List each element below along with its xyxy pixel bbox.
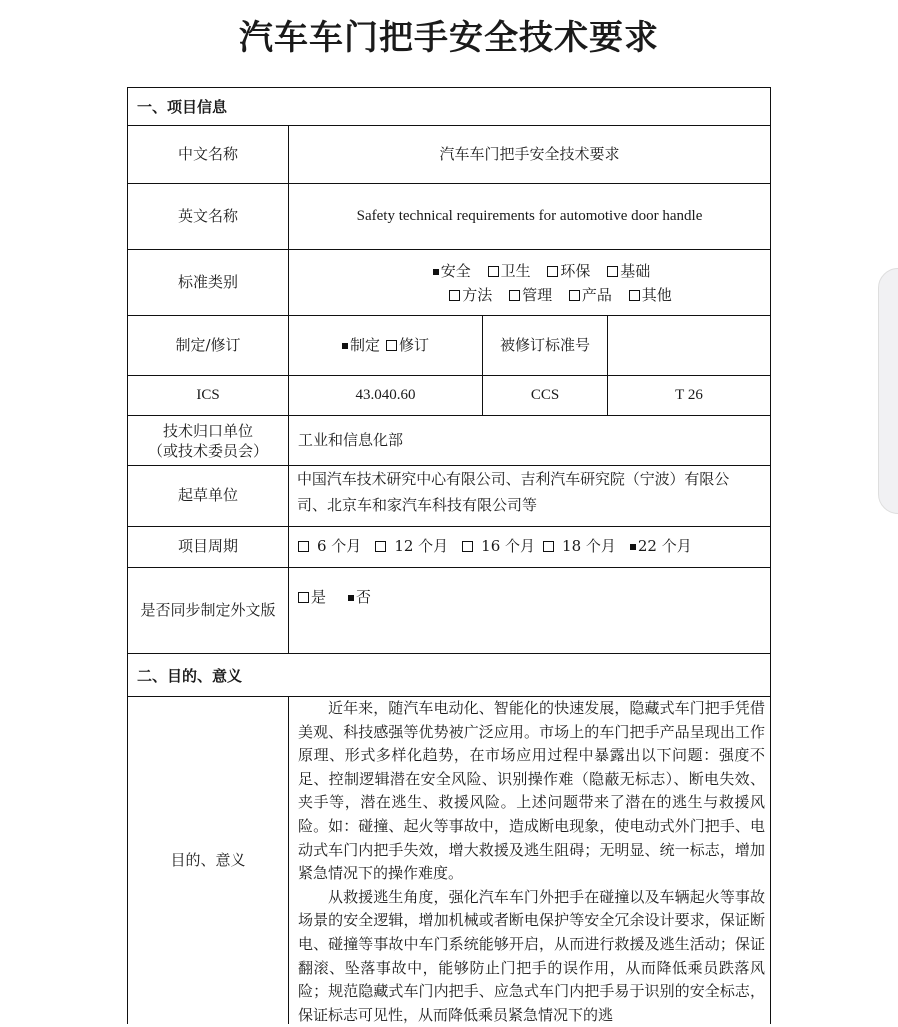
section-heading-purpose: 二、目的、意义 [137, 666, 243, 685]
purpose-label: 目的、意义 [170, 850, 246, 869]
revision-option-revise[interactable] [386, 334, 429, 357]
period-label: 项目周期 [177, 537, 238, 556]
purpose-text [298, 697, 765, 1027]
period-option-16[interactable] [462, 535, 535, 558]
option-label: 其他 [641, 285, 672, 304]
ccs-label: CCS [530, 386, 560, 403]
period-option-22[interactable] [630, 535, 692, 558]
category-row-1 [409, 259, 650, 283]
tech-unit-label-line1: 技术归口单位 [162, 421, 253, 440]
category-option-environment[interactable] [547, 262, 590, 280]
checkbox-icon [298, 592, 309, 603]
checkbox-icon [509, 290, 520, 301]
period-option-6[interactable] [298, 535, 361, 558]
ics-label: ICS [196, 386, 220, 403]
option-label: 18 个月 [562, 537, 616, 556]
section-heading-project-info: 一、项目信息 [137, 98, 228, 116]
category-option-method[interactable] [449, 286, 492, 304]
category-options [289, 250, 770, 315]
category-option-product[interactable] [569, 286, 612, 304]
period-option-12[interactable] [375, 535, 448, 558]
option-label: 否 [356, 588, 372, 606]
drafting-value-line1: 中国汽车技术研究中心有限公司、吉利汽车研究院（宁波）有限公 [297, 470, 730, 488]
ccs-value: T 26 [675, 386, 703, 403]
checked-square-icon [433, 269, 439, 275]
side-scroll-handle[interactable] [878, 268, 898, 514]
option-label: 制定 [349, 335, 380, 354]
checkbox-icon [449, 290, 460, 301]
ics-value: 43.040.60 [355, 386, 416, 403]
sync-option-yes[interactable] [298, 586, 326, 609]
category-option-basic[interactable] [607, 262, 650, 280]
english-name-value: Safety technical requirements for automotive door handle [356, 207, 703, 224]
sync-option-no[interactable] [348, 586, 371, 609]
checkbox-icon [386, 340, 397, 351]
revision-option-draft[interactable] [342, 334, 380, 357]
option-label: 卫生 [500, 261, 531, 280]
purpose-paragraph-1: 近年来，随汽车电动化、智能化的快速发展，隐藏式车门把手凭借美观、科技感强等优势被广泛应用。市场上的车门把手产品呈现出工作原理、形式多样化趋势，在市场应用过程中暴露出以下问题：强度不足、控制逻辑潜在安全风险、识别操作难（隐蔽无标志）、断电失效、夹手等，潜在逃生、救援风险。上述问题带来了潜在的逃生与救援风险。如：碰撞、起火等事故中，造成断电现象，使电动式外门把手、电动式车门内把手失效，增大救援及逃生阻碍；无明显、统一标志，增加紧急情况下的操作难度。 [298, 699, 765, 883]
category-option-safety[interactable] [433, 262, 471, 280]
category-label: 标准类别 [177, 272, 238, 291]
chinese-name-value: 汽车车门把手安全技术要求 [439, 144, 620, 163]
table-line [770, 87, 771, 1024]
purpose-paragraph-2: 从救援逃生角度，强化汽车车门外把手在碰撞以及车辆起火等事故场景的安全逻辑，增加机械或者断电保护等安全冗余设计要求，保证断电、碰撞等事故中车门系统能够开启，从而进行救援及逃生活动；保证翻滚、坠落事故中，能够防止门把手的误作用，从而降低乘员跌落风险；规范隐藏式车门内把手、应急式车门内把手易于识别的安全标志，保证标志可见性，从而降低乘员紧急情况下的逃 [298, 887, 765, 1024]
tech-unit-value: 工业和信息化部 [298, 430, 404, 449]
option-label: 安全 [440, 261, 471, 280]
english-name-label: 英文名称 [177, 206, 238, 225]
checkbox-icon [543, 541, 554, 552]
tech-unit-label-line2: （或技术委员会） [147, 441, 268, 460]
sync-label: 是否同步制定外文版 [140, 600, 276, 619]
checked-square-icon [342, 343, 348, 349]
option-label: 是 [311, 588, 327, 606]
drafting-value [289, 466, 770, 526]
option-label: 产品 [581, 285, 612, 304]
checkbox-icon [629, 290, 640, 301]
checkbox-icon [462, 541, 473, 552]
checked-square-icon [630, 544, 636, 550]
checkbox-icon [488, 266, 499, 277]
revision-options [289, 316, 482, 375]
category-option-hygiene[interactable] [488, 262, 531, 280]
document-title: 汽车车门把手安全技术要求 [239, 18, 659, 58]
period-option-18[interactable] [543, 535, 616, 558]
chinese-name-label: 中文名称 [177, 144, 238, 163]
checkbox-icon [547, 266, 558, 277]
table-line [288, 696, 289, 1024]
revision-label: 制定/修订 [175, 335, 241, 354]
option-label: 16 个月 [481, 537, 536, 556]
option-label: 管理 [522, 285, 553, 304]
checkbox-icon [375, 541, 386, 552]
option-label: 22 个月 [637, 537, 692, 556]
period-options [289, 527, 770, 567]
tech-unit-label [128, 416, 288, 465]
category-option-management[interactable] [509, 286, 552, 304]
sync-options [289, 586, 770, 610]
revised-standard-label: 被修订标准号 [499, 335, 590, 354]
drafting-value-line2: 司、北京车和家汽车科技有限公司等 [297, 496, 538, 514]
category-option-other[interactable] [629, 286, 672, 304]
checkbox-icon [569, 290, 580, 301]
option-label: 方法 [462, 285, 493, 304]
checkbox-icon [607, 266, 618, 277]
checked-square-icon [348, 595, 354, 601]
option-label: 修订 [399, 335, 430, 354]
option-label: 基础 [620, 261, 651, 280]
option-label: 6 个月 [317, 537, 362, 556]
option-label: 环保 [560, 261, 591, 280]
category-row-2 [387, 283, 671, 307]
checkbox-icon [298, 541, 309, 552]
drafting-label: 起草单位 [177, 486, 238, 505]
option-label: 12 个月 [394, 537, 449, 556]
revised-standard-value[interactable] [608, 316, 770, 375]
